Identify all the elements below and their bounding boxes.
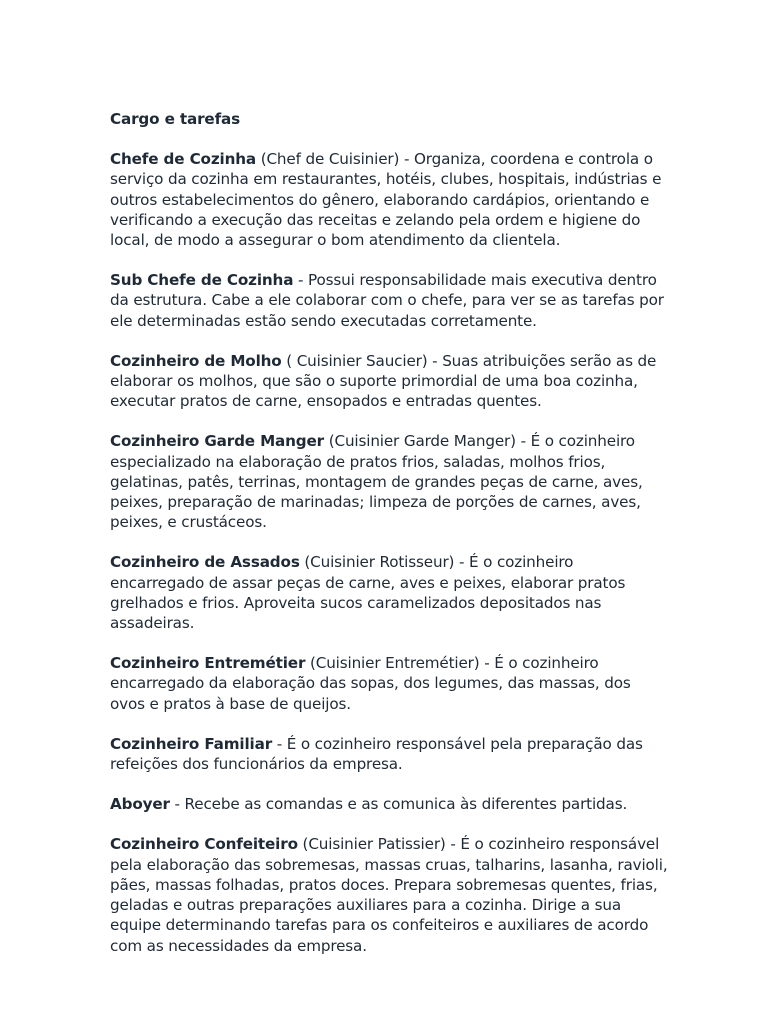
entry-text: (Chef de Cuisinier) - Organiza, coordena e controla o serviço da cozinha em restaurantes, hotéis, clubes, hospitais, indústrias e outros estabelecimentos do gênero, elaborando cardápios, orientando e verificando a execução das receitas e zelando pela ordem e higiene do local, de modo a assegurar o bom atendimento da clientela.	[110, 150, 662, 250]
entry-cozinheiro-garde-manger	[110, 431, 670, 532]
document-page	[110, 109, 670, 976]
entry-term: Aboyer	[110, 795, 170, 814]
entry-sub-chefe-de-cozinha	[110, 270, 670, 331]
entry-text: (Cuisinier Entremétier) - É o cozinheiro encarregado da elaboração das sopas, dos legumes, das massas, dos ovos e pratos à base de queijos.	[110, 654, 631, 713]
entry-term: Chefe de Cozinha	[110, 150, 257, 169]
entry-term: Cozinheiro Entremétier	[110, 654, 306, 673]
entry-cozinheiro-de-assados	[110, 552, 670, 633]
entry-aboyer	[110, 794, 670, 814]
entry-term: Cozinheiro de Assados	[110, 553, 300, 572]
entry-text: - Recebe as comandas e as comunica às diferentes partidas.	[169, 795, 628, 814]
entry-text: - É o cozinheiro responsável pela preparação das refeições dos funcionários da empresa.	[110, 734, 643, 774]
entry-term: Cozinheiro Garde Manger	[110, 432, 325, 451]
entry-text: ( Cuisinier Saucier) - Suas atribuições serão as de elaborar os molhos, que são o suporte primordial de uma boa cozinha, executar pratos de carne, ensopados e entradas quentes.	[110, 351, 657, 411]
entry-cozinheiro-de-molho	[110, 351, 670, 412]
entry-text: - Possui responsabilidade mais executiva dentro da estrutura. Cabe a ele colaborar com o chefe, para ver se as tarefas por ele determinadas estão sendo executadas corretamente.	[110, 271, 664, 330]
entry-term: Sub Chefe de Cozinha	[110, 271, 294, 290]
entry-cozinheiro-familiar	[110, 734, 670, 774]
entry-chefe-de-cozinha	[110, 149, 670, 250]
entry-text: (Cuisinier Patissier) - É o cozinheiro responsável pela elaboração das sobremesas, massas cruas, talharins, lasanha, ravioli, pães, massas folhadas, pratos doces. Prepara sobremesas quentes, frias, geladas e outras preparações auxiliares para a cozinha. Dirige a sua equipe determinando tarefas para os confeiteiros e auxiliares de acordo com as necessidades da empresa.	[110, 835, 668, 955]
entry-cozinheiro-entremetier	[110, 653, 670, 714]
entry-text: (Cuisinier Rotisseur) - É o cozinheiro encarregado de assar peças de carne, aves e peixes, elaborar pratos grelhados e frios. Aproveita sucos caramelizados depositados nas assadeiras.	[110, 553, 626, 633]
entry-term: Cozinheiro Confeiteiro	[110, 835, 298, 854]
entry-cozinheiro-confeiteiro	[110, 834, 670, 955]
entry-term: Cozinheiro de Molho	[110, 351, 282, 370]
document-title: Cargo e tarefas	[110, 110, 241, 128]
entry-text: (Cuisinier Garde Manger) - É o cozinheiro especializado na elaboração de pratos frios, saladas, molhos frios, gelatinas, patês, terrinas, montagem de grandes peças de carne, aves, peixes, preparação de marinadas; limpeza de porções de carnes, aves, peixes, e crustáceos.	[110, 432, 643, 532]
entry-term: Cozinheiro Familiar	[110, 734, 273, 753]
